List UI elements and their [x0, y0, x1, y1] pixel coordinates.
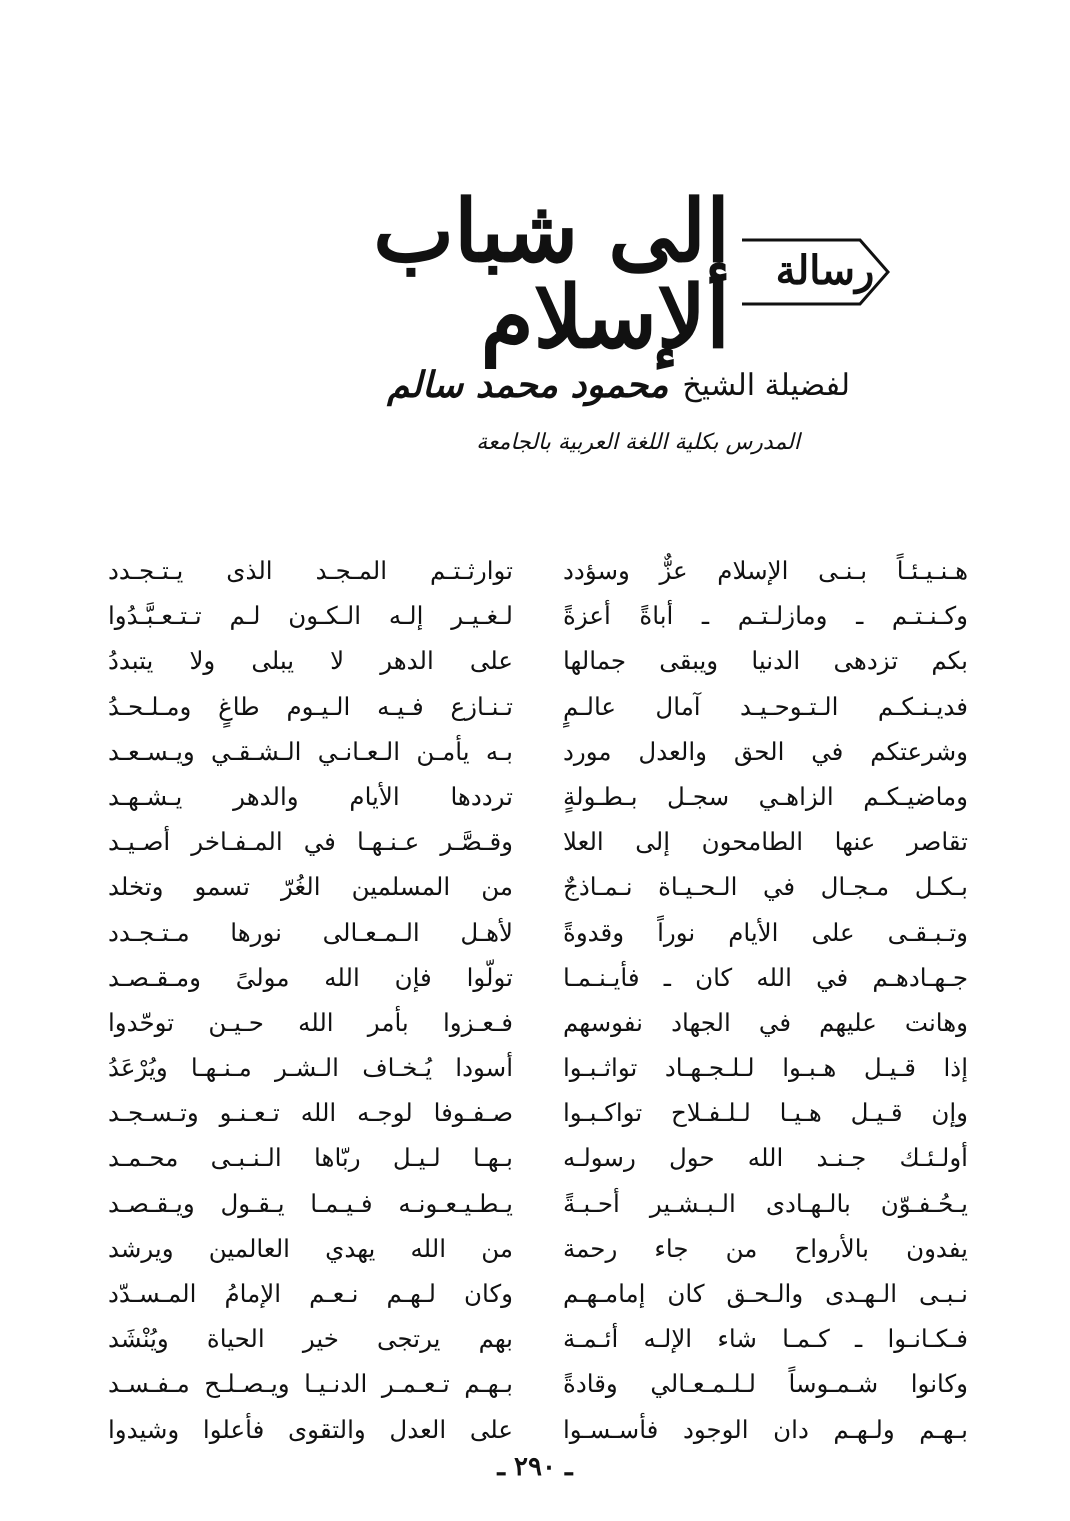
verse-line: يـطـيـعـونـه فـيـمـا يـقـول ويـقـصـد — [108, 1188, 513, 1218]
poem — [108, 548, 968, 1444]
byline-prefix: لفضيلة الشيخ — [682, 367, 850, 403]
verse-line: توارثـتـم المـجـد الذى يـتـجـدد — [108, 556, 513, 585]
verse-line: تـنـازع فـيـه الـيـوم طاغٍ ومـلـحـدُ — [108, 691, 513, 721]
verse-line: وكـنـتـم ـ ومازلـتـم ـ أباةً أعزةً — [563, 601, 968, 631]
verse-line: أولـئـك جـنـد الله حول رسولـه — [563, 1143, 968, 1173]
verse-line: بكم تزدهى الدنيا ويبقى جمالها — [563, 646, 968, 676]
byline — [250, 350, 850, 420]
verse-line: فـكـانـوا ـ كـمـا شاء الإلـه أئـمـة — [563, 1324, 968, 1354]
verse-line: وشرعتكم في الحق والعدل مورد — [563, 736, 968, 766]
verse-line: بـهـم تـعـمـر الدنـيـا ويـصـلـح مـفـسـد — [108, 1369, 513, 1399]
author-name: محمود محمد سالم — [387, 364, 669, 406]
verse-line: صـفـوفا لوجـه الله تـعـنـو وتـسـجـد — [108, 1098, 513, 1128]
verse-line: وقـصَّـر عـنـهـا في المـفـاخر أصـيـد — [108, 827, 513, 857]
verse-line: وتـبـقـى على الأيام نوراً وقدوةً — [563, 917, 968, 947]
verse-line: بـهـا لـيـل ربّاها الـنـبـى محـمـد — [108, 1143, 513, 1173]
verse-line: وكانوا شـمـوساً لـلـمـعـالي وقادةً — [563, 1369, 968, 1399]
poem-left-column — [108, 548, 513, 1452]
verse-line: هـنـيـئـاً بـنـى الإسلام عزٌّ وسؤدد — [563, 556, 968, 585]
verse-line: وهانت عليهم في الجهاد نفوسهم — [563, 1007, 968, 1037]
verse-line: أسودا يُـخـاف الـشـر مـنـهـا ويُرْعَدُ — [108, 1053, 513, 1083]
verse-line: وماضيـكـم الزاهـي سجـل بـطـولةٍ — [563, 781, 968, 811]
page-number: ـ ٢٩٠ ـ — [497, 1452, 573, 1482]
verse-line: تقاصر عنها الطامحون إلى العلا — [563, 827, 968, 857]
verse-line: بـكـل مـجـال في الـحـيـاة نـمـاذجٌ — [563, 872, 968, 902]
verse-line: إذا قـيـل هـبـوا لـلـجـهـاد تواثـبـوا — [563, 1053, 968, 1083]
verse-line: على العدل والتقوى فأعلوا وشيدوا — [108, 1414, 513, 1444]
verse-line: لأهـل الـمـعـالى نورها مـتـجـدد — [108, 917, 513, 947]
verse-line: وإن قـيـل هـيـا لـلـفـلاح تواكـبـوا — [563, 1098, 968, 1128]
verse-line: بهم يرتجى خير الحياة ويُنْشَد — [108, 1324, 513, 1354]
poem-right-column — [563, 548, 968, 1452]
verse-line: ترددها الأيام والدهر يـشـهـد — [108, 781, 513, 811]
article-header — [200, 181, 890, 470]
verse-line: يفدون بالأرواح من جاء رحمة — [563, 1233, 968, 1263]
verse-line: نـبـى الـهـدى والـحـق كان إمامـهـم — [563, 1279, 968, 1308]
verse-line: بـه يأمـن الـعـانـي الـشـقـي ويـسـعـد — [108, 736, 513, 766]
verse-line: فـعـزوا بأمر الله حـيـن توحّدوا — [108, 1007, 513, 1037]
verse-line: على الدهر لا يبلى ولا يتبددُ — [108, 646, 513, 676]
verse-line: من المسلمين الغُرّ تسمو وتخلد — [108, 872, 513, 902]
verse-line: يـحُـفـوّن بالـهـادى الـبـشـير أحـبـةً — [563, 1188, 968, 1218]
article-title: إلى شباب الإسلام — [373, 181, 730, 368]
verse-line: وكان لـهـم نـعـم الإمامُ المـسـدّد — [108, 1279, 513, 1308]
verse-line: فديـنـكـم الـتـوحـيـد آمال عالـمٍ — [563, 691, 968, 721]
author-position: المدرس بكلية اللغة العربية بالجامعة — [476, 429, 800, 455]
verse-line: من الله يهدي العالمين ويرشد — [108, 1233, 513, 1263]
verse-line: لـغـيـر إلـه الـكـون لـم تـتـعـبَّـدُوا — [108, 601, 513, 631]
verse-line: جـهـادهـم في الله كان ـ فأيـنـمـا — [563, 962, 968, 992]
article-label: رسالة — [775, 246, 875, 294]
verse-line: بـهـم ولـهـم دان الوجود فأسـسـوا — [563, 1414, 968, 1444]
verse-line: تولّوا فإن الله مولىً ومـقـصـد — [108, 962, 513, 992]
